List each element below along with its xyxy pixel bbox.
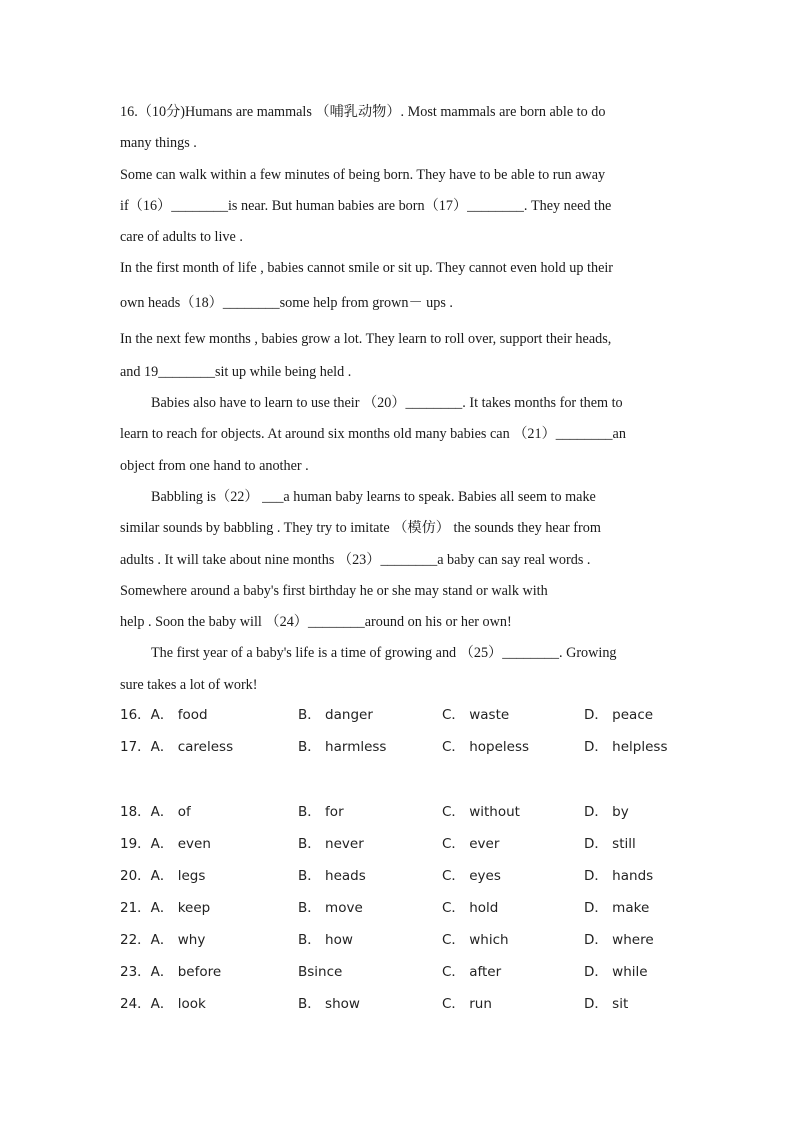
question-option-c: C． after [442,964,502,980]
question-option-b: B． danger [298,707,373,723]
question-row [120,731,700,763]
question-option-c: C． hopeless [442,739,530,755]
question-option-d: D． peace [584,707,654,723]
question-number: 21．A． [120,900,174,916]
question-row [120,796,700,828]
question-option-a [120,956,221,988]
question-option-d: D． sit [584,996,629,1012]
question-option-b: B． never [298,836,364,852]
question-option-c: C． hold [442,900,499,916]
passage-line: In the first month of life , babies cannot smile or sit up. They cannot even hold up their [120,260,614,277]
question-row [120,828,700,860]
question-row [120,860,700,892]
question-option-b: B． harmless [298,739,387,755]
option-a-text: keep [177,900,211,916]
question-number: 20．A． [120,868,174,884]
question-row [120,699,700,731]
question-option-b: B． how [298,932,353,948]
question-number: 22．A． [120,932,174,948]
passage-line: Some can walk within a few minutes of being born. They have to be able to run away [120,166,606,183]
question-option-a [120,860,205,892]
option-a-text: careless [177,739,234,755]
question-option-d: D． where [584,932,654,948]
question-option-a [120,924,205,956]
question-option-d: D． make [584,900,650,916]
option-a-text: before [177,964,222,980]
option-a-text: food [177,707,208,723]
question-option-a [120,988,206,1020]
question-number: 16．A． [120,707,174,723]
question-option-b: B． show [298,996,360,1012]
question-option-a [120,892,210,924]
question-option-c: C． run [442,996,492,1012]
option-a-text: look [177,996,206,1012]
question-option-a [120,796,191,828]
question-row [120,988,700,1020]
question-number: 19．A． [120,836,174,852]
passage-line: and 19________sit up while being held . [120,363,352,380]
reading-passage [120,97,686,701]
question-row [120,892,700,924]
passage-line: 16.（10分)Humans are mammals （哺乳动物）. Most mammals are born able to do [120,104,606,120]
question-option-a [120,699,208,731]
passage-line: Somewhere around a baby's first birthday he or she may stand or walk with [120,582,548,599]
passage-line: care of adults to live . [120,229,243,246]
question-option-d: D． by [584,804,629,820]
option-a-text: legs [177,868,206,884]
question-number: 17．A． [120,739,174,755]
passage-line: similar sounds by babbling . They try to imitate （模仿） the sounds they hear from [120,520,601,537]
passage-line: learn to reach for objects. At around six months old many babies can （21）________an [120,426,626,443]
passage-line: In the next few months , babies grow a lot. They learn to roll over, support their heads, [120,330,612,347]
passage-line: The first year of a baby's life is a time of growing and （25）________. Growing [151,645,617,662]
question-row [120,924,700,956]
passage-line: Babies also have to learn to use their （20）________. It takes months for them to [151,395,623,412]
question-number: 24．A． [120,996,174,1012]
question-number: 18．A． [120,804,174,820]
passage-line: Babbling is（22） ___a human baby learns to speak. Babies all seem to make [151,488,596,505]
question-option-c: C． waste [442,707,510,723]
question-option-c: C． which [442,932,509,948]
question-option-d: D． while [584,964,648,980]
question-option-d: D． still [584,836,636,852]
question-row [120,956,700,988]
question-option-c: C． eyes [442,868,501,884]
passage-line: sure takes a lot of work! [120,676,258,693]
question-option-b: B． heads [298,868,366,884]
question-option-a [120,731,233,763]
question-number: 23．A． [120,964,174,980]
question-option-a [120,828,211,860]
question-option-b: B． move [298,900,363,916]
question-option-d: D． hands [584,868,654,884]
passage-line: adults . It will take about nine months （23）________a baby can say real words . [120,551,591,568]
answer-options [120,699,700,1020]
question-option-d: D． helpless [584,739,668,755]
question-option-c: C． ever [442,836,500,852]
passage-line: own heads（18）________some help from grown－ ups . [120,294,453,311]
option-a-text: even [177,836,211,852]
passage-line: help . Soon the baby will （24）________around on his or her own! [120,614,512,631]
question-option-b: B． for [298,804,344,820]
passage-line: if（16）________is near. But human babies are born（17）________. They need the [120,197,612,214]
passage-line: object from one hand to another . [120,457,309,474]
question-option-b: Bsince [298,964,343,980]
passage-line: many things . [120,135,197,152]
option-a-text: of [177,804,191,820]
question-option-c: C． without [442,804,520,820]
option-a-text: why [177,932,206,948]
